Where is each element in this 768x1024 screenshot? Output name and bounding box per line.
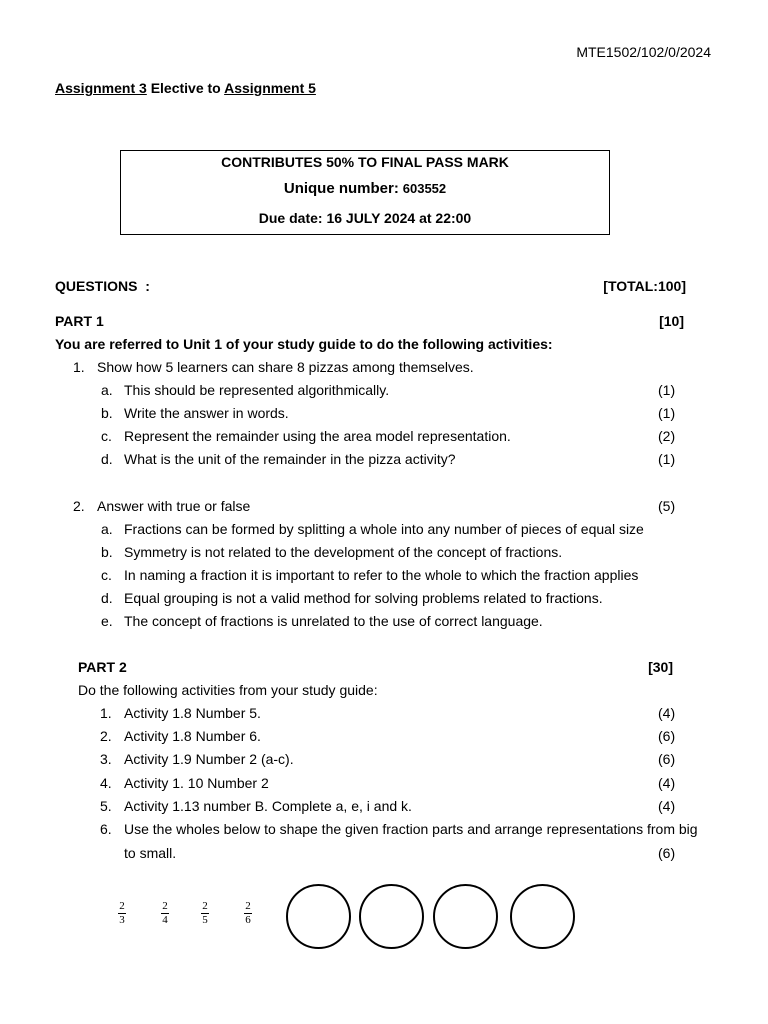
q1-item-letter: a. (101, 382, 113, 398)
activity-number: 5. (100, 798, 112, 814)
part1-instruction: You are referred to Unit 1 of your study guide to do the following activities: (55, 336, 553, 352)
activity-mark: (4) (658, 798, 676, 814)
activity-mark: (4) (658, 705, 676, 721)
q1-item-text: This should be represented algorithmically. (124, 382, 390, 398)
q2-number: 2. (73, 498, 85, 514)
info-box (120, 150, 610, 235)
q2-mark: (5) (658, 498, 676, 514)
unique-number-value: 603552 (402, 181, 447, 196)
fraction-numerator: 2 (162, 900, 168, 912)
fraction-two-thirds (118, 901, 126, 926)
q1-item-mark: (1) (658, 451, 676, 467)
part2-title: PART 2 (78, 659, 127, 675)
part1-title: PART 1 (55, 313, 104, 329)
questions-label: QUESTIONS : (55, 278, 150, 294)
fraction-denominator: 4 (162, 914, 168, 926)
q2-item-text: Fractions can be formed by splitting a whole into any number of pieces of equal size (124, 521, 644, 537)
q1-item-letter: c. (101, 428, 112, 444)
activity-text-continued: to small. (124, 845, 177, 861)
activity-mark: (6) (658, 751, 676, 767)
q1-item-text: Represent the remainder using the area model representation. (124, 428, 511, 444)
activity-text: Use the wholes below to shape the given fraction parts and arrange representations from big (124, 821, 698, 837)
fraction-two-fifths (201, 901, 209, 926)
activity-number: 3. (100, 751, 112, 767)
activity-text: Activity 1.13 number B. Complete a, e, i and k. (124, 798, 412, 814)
activity-number: 6. (100, 821, 112, 837)
activity-mark: (4) (658, 775, 676, 791)
activity-text: Activity 1. 10 Number 2 (124, 775, 269, 791)
q1-number: 1. (73, 359, 85, 375)
part2-marks: [30] (648, 659, 673, 675)
part2-instruction: Do the following activities from your study guide: (78, 682, 378, 698)
fraction-denominator: 6 (245, 914, 251, 926)
activity-text: Activity 1.9 Number 2 (a-c). (124, 751, 294, 767)
q1-item-mark: (2) (658, 428, 676, 444)
activity-mark: (6) (658, 728, 676, 744)
part1-marks: [10] (659, 313, 684, 329)
q2-item-letter: d. (101, 590, 113, 606)
fraction-numerator: 2 (245, 900, 251, 912)
q1-item-mark: (1) (658, 382, 676, 398)
q1-item-mark: (1) (658, 405, 676, 421)
unique-number-label: Unique number: (283, 180, 399, 197)
fraction-numerator: 2 (202, 900, 208, 912)
whole-circle (359, 884, 424, 949)
q2-item-letter: c. (101, 567, 112, 583)
q2-item-text: The concept of fractions is unrelated to the use of correct language. (124, 613, 543, 629)
q2-item-text: Equal grouping is not a valid method for solving problems related to fractions. (124, 590, 603, 606)
unique-number-line (121, 180, 609, 197)
assignment-ref-2: Assignment 5 (224, 80, 316, 96)
q1-item-text: Write the answer in words. (124, 405, 289, 421)
q2-item-letter: b. (101, 544, 113, 560)
activity-number: 1. (100, 705, 112, 721)
assignment-ref-1: Assignment 3 (55, 80, 147, 96)
q1-item-letter: b. (101, 405, 113, 421)
q1-item-letter: d. (101, 451, 113, 467)
activity-text: Activity 1.8 Number 5. (124, 705, 261, 721)
contribution-line: CONTRIBUTES 50% TO FINAL PASS MARK (221, 154, 509, 170)
whole-circle (510, 884, 575, 949)
activity-number: 4. (100, 775, 112, 791)
activity-mark: (6) (658, 845, 676, 861)
fraction-two-sixths (244, 901, 252, 926)
q1-text: Show how 5 learners can share 8 pizzas among themselves. (97, 359, 474, 375)
assignment-heading (55, 80, 316, 96)
q1-item-text: What is the unit of the remainder in the pizza activity? (124, 451, 456, 467)
q2-item-letter: a. (101, 521, 113, 537)
due-date-line: Due date: 16 JULY 2024 at 22:00 (258, 210, 472, 226)
whole-circle (433, 884, 498, 949)
activity-text: Activity 1.8 Number 6. (124, 728, 261, 744)
fraction-denominator: 5 (202, 914, 208, 926)
q2-item-text: Symmetry is not related to the development of the concept of fractions. (124, 544, 563, 560)
assignment-connector: Elective to (150, 80, 221, 96)
total-marks: [TOTAL:100] (603, 278, 686, 294)
fraction-numerator: 2 (119, 900, 125, 912)
fraction-denominator: 3 (119, 914, 125, 926)
fraction-two-fourths (161, 901, 169, 926)
q2-text: Answer with true or false (97, 498, 251, 514)
q2-item-letter: e. (101, 613, 113, 629)
whole-circle (286, 884, 351, 949)
activity-number: 2. (100, 728, 112, 744)
q2-item-text: In naming a fraction it is important to refer to the whole to which the fraction applies (124, 567, 639, 583)
document-code: MTE1502/102/0/2024 (576, 44, 711, 60)
